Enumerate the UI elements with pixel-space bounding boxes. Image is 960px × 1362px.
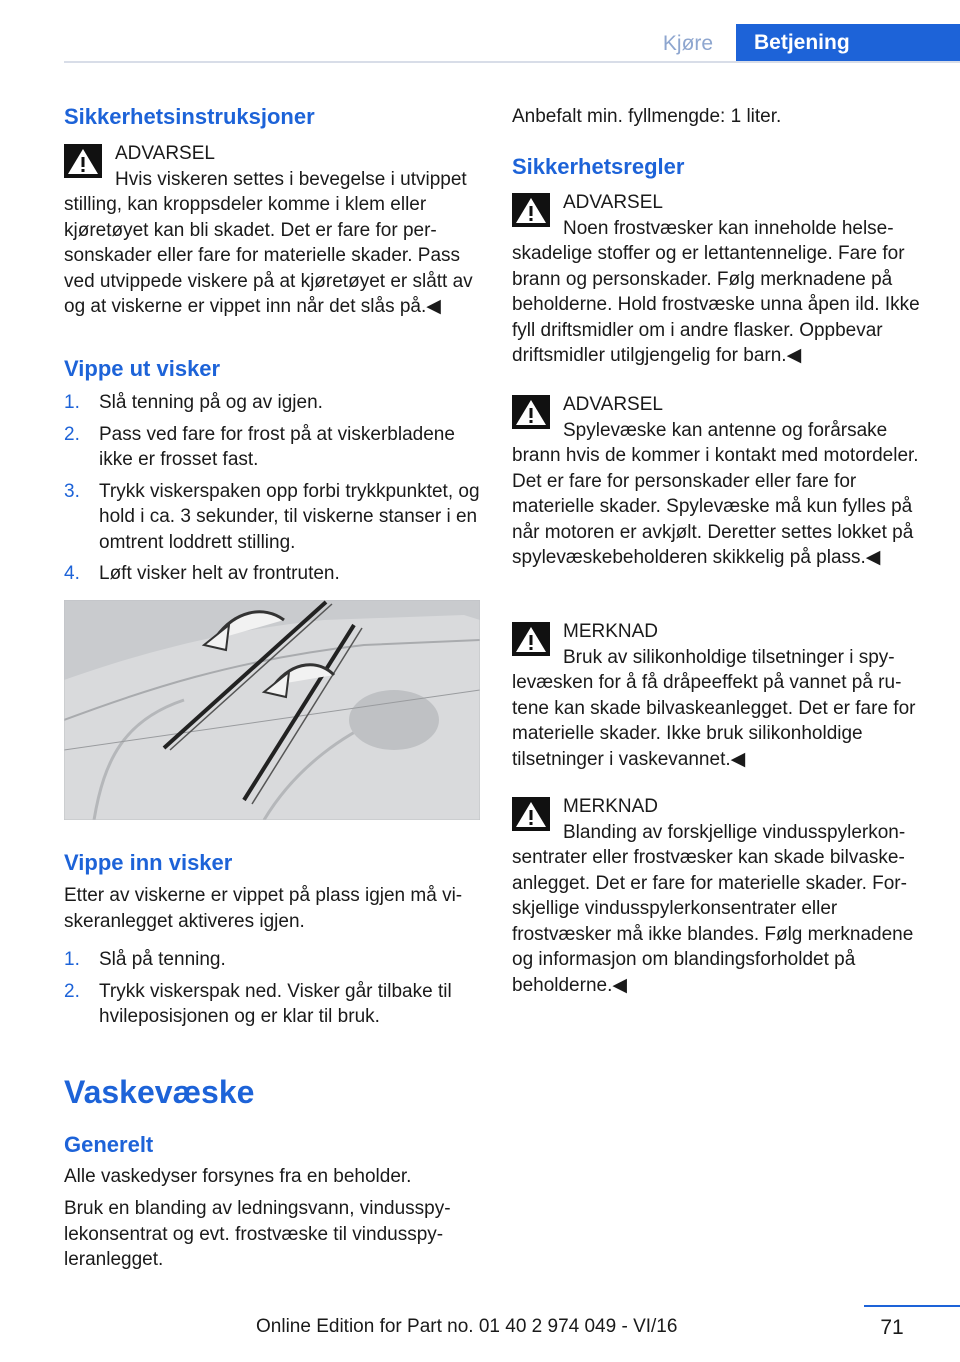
- steps-vippe-inn: [64, 947, 480, 1036]
- warning-label: ADVARSEL: [563, 394, 663, 415]
- list-item: 1. Slå tenning på og av igjen.: [64, 392, 323, 413]
- section-heading-vippe-inn: Vippe inn visker: [64, 850, 233, 875]
- section-heading-sikkerhet: Sikkerhetsinstruksjoner: [64, 104, 315, 129]
- note-text: Blanding av forskjellige vindusspylerkonsentrater eller frostvæsker kan skade bilvaskeanlegget. Det er fare for materielle skader. Forskjellige vindusspylerkonsentrater eller frostvæsker må ikke blandes. Følg merknadene og informasjon om blandingsforholdet på beholderne.◀: [512, 821, 914, 996]
- warning-text: Spylevæske kan antenne og forårsake brann hvis de kommer i kontakt med motordeler. Det er fare for personskader eller fare for materielle skader. Spylevæske må kun fylles på når motoren er avkjølt. Deretter settes lokket på spylevæskebeholderen skikkelig på plass.◀: [512, 419, 919, 568]
- wiper-illustration: [64, 600, 480, 820]
- warning-text: Noen frostvæsker kan inneholde helseskadelige stoffer og er lettantennelige. Fare for brann og personskader. Følg merknadene på beholderne. Hold frostvæske unna åpen ild. Ikke fyll driftsmidler om i andre flasker. Oppbevar driftsmidler utilgjengelig for barn.◀: [512, 217, 920, 366]
- tab-betjening[interactable]: Betjening: [736, 24, 960, 62]
- tab-kjore[interactable]: Kjøre: [662, 32, 714, 55]
- note-block-4: [512, 619, 928, 779]
- list-item: 2. Trykk viskerspak ned. Visker går tilbake til hvileposisjonen og er klar til bruk.: [64, 980, 452, 1027]
- warning-label: ADVARSEL: [563, 192, 663, 213]
- footer-edition: Online Edition for Part no. 01 40 2 974 049 - VI/16: [256, 1316, 678, 1337]
- note-block-5: [512, 794, 928, 1004]
- list-item: 4. Løft visker helt av frontruten.: [64, 563, 340, 584]
- paragraph-vippe-inn: Etter av viskerne er vippet på plass igjen må viskeranlegget aktiveres igjen.: [64, 885, 463, 932]
- list-item: 2. Pass ved fare for frost på at viskerbladene ikke er frosset fast.: [64, 423, 455, 470]
- list-item: 3. Trykk viskerspaken opp forbi trykkpunktet, og hold i ca. 3 sekunder, til viskerne stanser i en omtrent loddrett stilling.: [64, 480, 480, 553]
- section-heading-generelt: Generelt: [64, 1132, 154, 1157]
- note-label: MERKNAD: [563, 796, 659, 817]
- paragraph-generelt-1: Alle vaskedyser forsynes fra en beholder.: [64, 1166, 412, 1187]
- steps-vippe-ut: [64, 390, 480, 593]
- list-item: 1. Slå på tenning.: [64, 949, 226, 970]
- note-label: MERKNAD: [563, 621, 659, 642]
- warning-block-3: [512, 392, 928, 602]
- page-number: 71: [880, 1316, 904, 1339]
- warning-block-2: [512, 190, 928, 370]
- footer-rule: [864, 1305, 960, 1307]
- warning-label: ADVARSEL: [115, 143, 215, 164]
- section-heading-vippe-ut: Vippe ut visker: [64, 356, 221, 381]
- paragraph-fyllmengde: Anbefalt min. fyllmengde: 1 liter.: [512, 106, 782, 127]
- section-heading-sikkerhetsregler: Sikkerhetsregler: [512, 154, 685, 179]
- header-rule: [64, 61, 960, 63]
- warning-block-1: [64, 141, 480, 331]
- paragraph-generelt-2: Bruk en blanding av ledningsvann, vindusspylekonsentrat og evt. frostvæske til vindusspyleranlegget.: [64, 1198, 451, 1270]
- warning-text: Hvis viskeren settes i bevegelse i utvippet stilling, kan kroppsdeler komme i klem eller kjøretøyet kan bli skadet. Det er fare for personskader eller fare for materielle skader. Pass ved utvippede viskere på at kjøretøyet er slått av og at viskerne er vippet inn når det slås på.◀: [64, 168, 473, 317]
- note-text: Bruk av silikonholdige tilsetninger i spylevæsken for å få dråpeeffekt på vannet på rutene kan skade bilvaskeanlegget. Det er fare for materielle skader. Ikke bruk silikonholdige tilsetninger i vaskevannet.◀: [512, 646, 916, 770]
- chapter-heading-vaskevaeske: Vaskevæske: [64, 1074, 255, 1110]
